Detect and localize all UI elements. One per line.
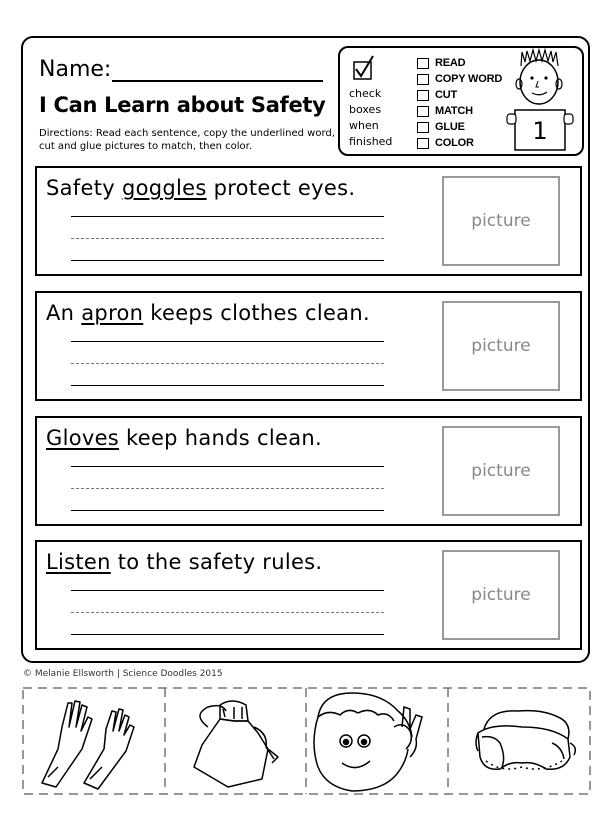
picture-glue-box[interactable]: picture <box>442 301 560 391</box>
step-label: CUT <box>435 89 458 101</box>
checkbox[interactable] <box>417 74 429 85</box>
handwriting-top-line[interactable] <box>71 216 384 217</box>
checkbox[interactable] <box>417 58 429 69</box>
step-label: COPY WORD <box>435 73 503 85</box>
sentence-card-listen <box>35 540 582 650</box>
picture-glue-box[interactable]: picture <box>442 176 560 266</box>
copyright-text: © Melanie Ellsworth | Science Doodles 2015 <box>23 669 223 679</box>
step-read[interactable] <box>417 55 502 71</box>
sign-number: 1 <box>532 117 548 145</box>
check-word: check <box>349 87 382 100</box>
handwriting-bottom-line[interactable] <box>71 634 384 635</box>
checkbox[interactable] <box>417 138 429 149</box>
sentence-after: keep hands clean. <box>119 426 322 450</box>
handwriting-dashed-line[interactable] <box>71 238 384 239</box>
step-color[interactable] <box>417 135 502 151</box>
picture-glue-box[interactable]: picture <box>442 426 560 516</box>
checkbox[interactable] <box>417 90 429 101</box>
gloves-icon[interactable] <box>42 701 134 789</box>
checkmark-box-icon <box>350 54 376 82</box>
sentence-after: protect eyes. <box>206 176 356 200</box>
handwriting-bottom-line[interactable] <box>71 260 384 261</box>
step-label: GLUE <box>435 121 465 133</box>
handwriting-top-line[interactable] <box>71 466 384 467</box>
handwriting-dashed-line[interactable] <box>71 363 384 364</box>
worksheet-title: I Can Learn about Safety <box>39 93 326 117</box>
underlined-word: Gloves <box>46 426 120 450</box>
check-word: boxes <box>349 103 382 116</box>
check-word: when <box>349 119 379 132</box>
sentence-text <box>46 426 322 450</box>
checkbox[interactable] <box>417 122 429 133</box>
step-glue[interactable] <box>417 119 502 135</box>
handwriting-top-line[interactable] <box>71 590 384 591</box>
sentence-card-goggles <box>35 166 582 276</box>
listening-child-icon[interactable] <box>314 693 422 791</box>
handwriting-bottom-line[interactable] <box>71 385 384 386</box>
step-label: COLOR <box>435 137 474 149</box>
underlined-word: goggles <box>121 176 207 200</box>
sentence-card-gloves <box>35 416 582 526</box>
sentence-text <box>46 301 370 325</box>
step-copy-word[interactable] <box>417 71 502 87</box>
underlined-word: Listen <box>46 550 111 574</box>
handwriting-dashed-line[interactable] <box>71 488 384 489</box>
check-boxes-instruction <box>349 86 392 150</box>
sentence-after: keeps clothes clean. <box>143 301 370 325</box>
goggles-icon[interactable] <box>476 711 575 770</box>
checkbox[interactable] <box>417 106 429 117</box>
sentence-card-apron <box>35 291 582 401</box>
step-label: MATCH <box>435 105 473 117</box>
kid-holding-sign-icon <box>503 48 577 154</box>
sentence-before: Safety <box>46 176 122 200</box>
picture-glue-box[interactable]: picture <box>442 550 560 640</box>
underlined-word: apron <box>81 301 144 325</box>
directions-text: Directions: Read each sentence, copy the underlined word, cut and glue pictures to match, then color. <box>39 128 335 152</box>
name-label: Name: <box>39 57 112 82</box>
sentence-text <box>46 176 355 200</box>
sentence-before: An <box>46 301 82 325</box>
step-cut[interactable] <box>417 87 502 103</box>
step-match[interactable] <box>417 103 502 119</box>
cut-out-strip <box>22 687 592 795</box>
check-word: finished <box>349 135 393 148</box>
sentence-text <box>46 550 322 574</box>
sentence-after: to the safety rules. <box>110 550 323 574</box>
apron-icon[interactable] <box>194 701 278 787</box>
steps-checklist <box>417 55 502 151</box>
handwriting-bottom-line[interactable] <box>71 510 384 511</box>
name-write-line[interactable] <box>112 80 323 82</box>
handwriting-top-line[interactable] <box>71 341 384 342</box>
handwriting-dashed-line[interactable] <box>71 612 384 613</box>
step-label: READ <box>435 57 466 69</box>
